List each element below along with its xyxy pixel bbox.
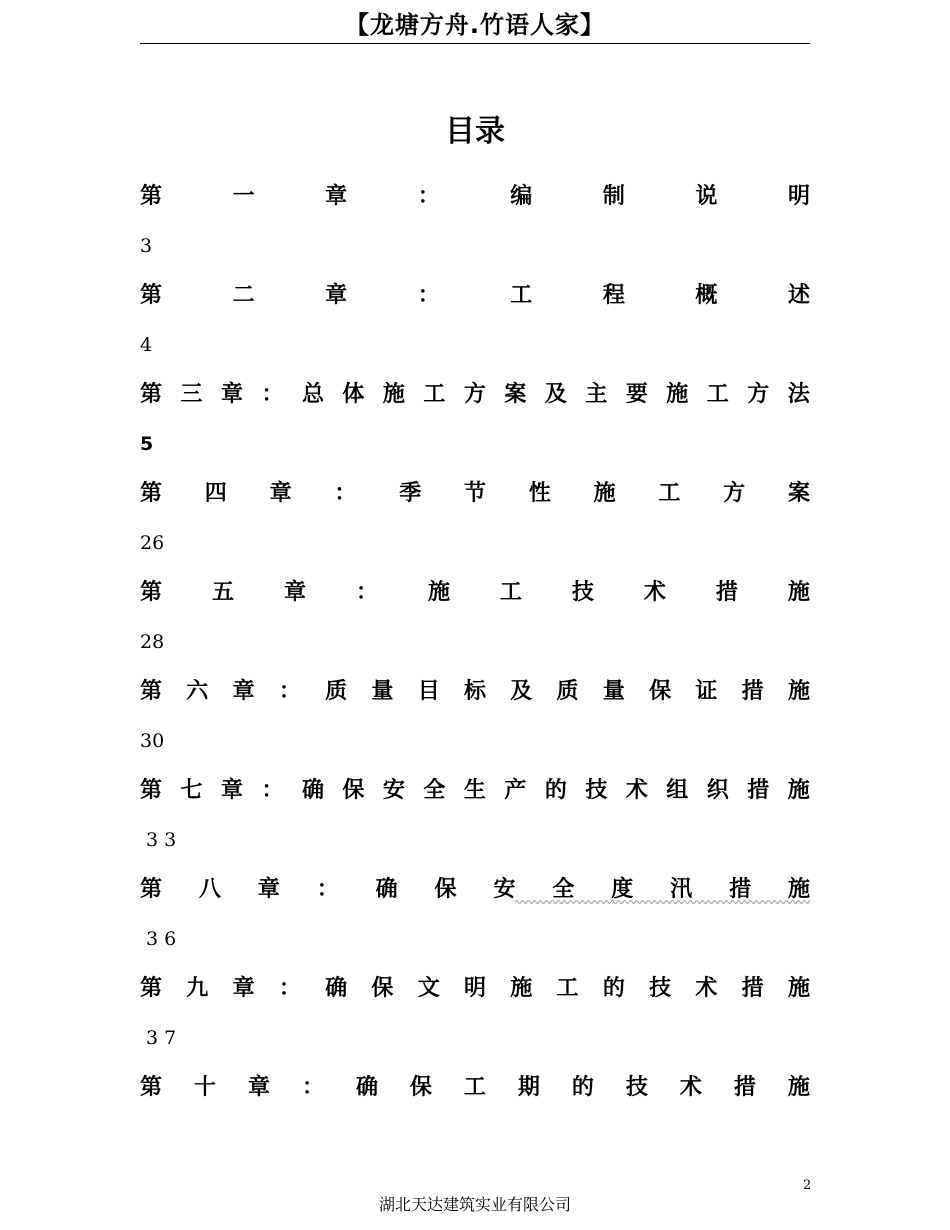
toc-entry-char: 二 (232, 283, 255, 308)
toc-entry-title (140, 672, 810, 712)
toc-entry-char: 章 (232, 976, 255, 1001)
toc-entry-char: 施 (787, 679, 810, 704)
toc-entry-char: 措 (741, 679, 764, 704)
toc-entry-char: 第 (140, 877, 163, 902)
toc-entry-char: 技 (625, 1075, 648, 1100)
toc-entry-char: 质 (556, 679, 579, 704)
toc-entry-char: 节 (463, 481, 486, 506)
toc-entry-char: 的 (571, 1075, 594, 1100)
toc-entry-char: 第 (140, 1075, 163, 1100)
toc-entry-page-number: 26 (140, 532, 165, 554)
toc-entry-char: 章 (325, 283, 348, 308)
toc-entry-title (140, 969, 810, 1009)
toc-entry-char: 案 (504, 382, 527, 407)
toc-entry-char: 施 (787, 580, 810, 605)
toc-entry-char: 三 (180, 382, 203, 407)
toc-entry-char: 生 (463, 778, 486, 803)
table-of-contents (140, 177, 810, 1167)
toc-entry-char: 程 (602, 283, 625, 308)
toc-entry-title (140, 375, 810, 415)
toc-entry-char: 方 (747, 382, 770, 407)
toc-entry-char: 第 (140, 283, 163, 308)
toc-entry-title (140, 474, 810, 514)
toc-entry-char: 的 (602, 976, 625, 1001)
toc-entry-page-number: 5 (140, 433, 154, 455)
toc-entry-char: 量 (602, 679, 625, 704)
toc-entry-char: 法 (787, 382, 810, 407)
toc-entry-char: 概 (695, 283, 718, 308)
toc-entry-char: 章 (247, 1075, 270, 1100)
toc-entry-char: 十 (193, 1075, 216, 1100)
toc-entry-page-number: 30 (140, 730, 165, 752)
toc-entry (140, 177, 810, 276)
toc-entry (140, 870, 810, 969)
toc-entry-char: 技 (571, 580, 594, 605)
toc-entry-page-number: 3 3 (140, 829, 177, 851)
toc-entry-char: ： (261, 778, 284, 803)
toc-entry-char: 章 (220, 778, 243, 803)
footer-company-name: 湖北天达建筑实业有限公司 (378, 1195, 571, 1214)
toc-entry-char: 术 (695, 976, 718, 1001)
toc-entry-char: 五 (211, 580, 234, 605)
toc-entry-char: 保 (649, 679, 672, 704)
toc-entry-char: ： (316, 877, 339, 902)
toc-entry-char: 章 (283, 580, 306, 605)
toc-entry-char: 第 (140, 679, 163, 704)
toc-entry (140, 375, 810, 474)
toc-entry-char: 措 (733, 1075, 756, 1100)
toc-entry-char: 安 (382, 778, 405, 803)
toc-entry-char: 的 (544, 778, 567, 803)
header-divider (140, 43, 810, 44)
toc-entry-char: 工 (499, 580, 522, 605)
toc-entry-char: 工 (423, 382, 446, 407)
toc-entry-char: 要 (625, 382, 648, 407)
toc-entry-char: 全 (552, 877, 575, 902)
toc-entry-char: 案 (787, 481, 810, 506)
toc-entry-char: 标 (463, 679, 486, 704)
toc-entry-char: ： (278, 679, 301, 704)
toc-entry-title (140, 573, 810, 613)
toc-entry-char: 组 (666, 778, 689, 803)
toc-entry-char: 制 (602, 184, 625, 209)
toc-entry-char: 工 (658, 481, 681, 506)
spellcheck-underline (515, 899, 810, 905)
toc-entry-char: 章 (232, 679, 255, 704)
toc-entry-char: 施 (382, 382, 405, 407)
toc-entry-char: 工 (510, 283, 533, 308)
toc-entry-char: 措 (729, 877, 752, 902)
toc-entry-char: 量 (371, 679, 394, 704)
toc-entry-title (140, 771, 810, 811)
toc-entry-char: 措 (747, 778, 770, 803)
toc-entry-char: 措 (741, 976, 764, 1001)
toc-entry-char: 证 (695, 679, 718, 704)
toc-entry (140, 474, 810, 573)
toc-entry-char: 汛 (670, 877, 693, 902)
toc-entry-char: 六 (186, 679, 209, 704)
toc-entry-char: 施 (510, 976, 533, 1001)
page-number: 2 (803, 1178, 812, 1193)
toc-entry-char: 第 (140, 382, 163, 407)
toc-entry-char: 四 (204, 481, 227, 506)
toc-entry-title (140, 276, 810, 316)
toc-entry-char: 性 (528, 481, 551, 506)
toc-entry-char: 施 (787, 1075, 810, 1100)
toc-entry-char: 保 (371, 976, 394, 1001)
toc-entry-char: 章 (269, 481, 292, 506)
toc-entry-char: ： (417, 283, 440, 308)
toc-entry-char: 一 (232, 184, 255, 209)
toc-entry-char: 保 (409, 1075, 432, 1100)
toc-entry-page-number: 28 (140, 631, 165, 653)
toc-entry-char: 章 (257, 877, 280, 902)
toc-entry-page-number: 3 6 (140, 928, 177, 950)
toc-entry-char: 及 (544, 382, 567, 407)
toc-entry-char: ： (261, 382, 284, 407)
toc-entry-char: 九 (186, 976, 209, 1001)
toc-entry-char: 季 (399, 481, 422, 506)
toc-entry-char: 术 (625, 778, 648, 803)
toc-entry (140, 276, 810, 375)
toc-entry-char: 章 (325, 184, 348, 209)
toc-heading: 目录 (445, 114, 505, 149)
toc-entry-char: 术 (643, 580, 666, 605)
toc-entry-title (140, 1068, 810, 1108)
toc-entry-char: 第 (140, 184, 163, 209)
toc-entry-char: ： (301, 1075, 324, 1100)
toc-entry (140, 969, 810, 1068)
toc-entry-char: 目 (417, 679, 440, 704)
toc-entry-char: 第 (140, 580, 163, 605)
toc-entry-char: 技 (585, 778, 608, 803)
toc-entry-char: 保 (434, 877, 457, 902)
toc-entry-char: 技 (649, 976, 672, 1001)
toc-entry-char: ： (278, 976, 301, 1001)
toc-entry-char: 织 (706, 778, 729, 803)
toc-entry-char: 产 (504, 778, 527, 803)
toc-entry-char: 施 (593, 481, 616, 506)
toc-entry-char: 度 (611, 877, 634, 902)
document-header-title: 【龙塘方舟.竹语人家】 (344, 11, 606, 39)
toc-entry-char: 文 (417, 976, 440, 1001)
toc-entry-char: 及 (510, 679, 533, 704)
toc-entry-char: 确 (375, 877, 398, 902)
toc-entry-char: 措 (715, 580, 738, 605)
toc-entry-char: 明 (787, 184, 810, 209)
toc-entry-char: 工 (706, 382, 729, 407)
toc-entry-char: ： (355, 580, 378, 605)
toc-entry-char: 确 (355, 1075, 378, 1100)
toc-entry-char: 章 (220, 382, 243, 407)
toc-entry-char: ： (417, 184, 440, 209)
toc-entry-char: 总 (301, 382, 324, 407)
toc-entry-page-number: 4 (140, 334, 153, 356)
toc-entry-char: 施 (787, 976, 810, 1001)
toc-entry-char: 说 (695, 184, 718, 209)
toc-entry-char: 施 (427, 580, 450, 605)
toc-entry-char: 明 (463, 976, 486, 1001)
toc-entry (140, 573, 810, 672)
toc-entry-char: 第 (140, 481, 163, 506)
toc-entry-char: 体 (342, 382, 365, 407)
toc-entry-char: 施 (787, 778, 810, 803)
toc-entry-char: 施 (666, 382, 689, 407)
toc-entry-page-number: 3 (140, 235, 153, 257)
toc-entry-page-number: 3 7 (140, 1027, 177, 1049)
toc-entry-char: 确 (301, 778, 324, 803)
toc-entry-char: 术 (679, 1075, 702, 1100)
toc-entry-char: 编 (510, 184, 533, 209)
toc-entry-char: 全 (423, 778, 446, 803)
toc-entry (140, 1068, 810, 1167)
toc-entry-char: 八 (198, 877, 221, 902)
toc-entry-char: 质 (325, 679, 348, 704)
toc-entry-char: 方 (463, 382, 486, 407)
toc-entry-char: 第 (140, 976, 163, 1001)
toc-entry-char: 七 (180, 778, 203, 803)
toc-entry (140, 771, 810, 870)
toc-entry-title (140, 177, 810, 217)
toc-entry-char: 主 (585, 382, 608, 407)
toc-entry-char: 期 (517, 1075, 540, 1100)
toc-entry-char: 安 (493, 877, 516, 902)
toc-entry-page-number (140, 1108, 810, 1167)
toc-entry-char: 第 (140, 778, 163, 803)
toc-entry-char: 方 (723, 481, 746, 506)
toc-entry-char: 述 (787, 283, 810, 308)
toc-entry-char: 保 (342, 778, 365, 803)
toc-entry-char: 工 (463, 1075, 486, 1100)
toc-entry-char: 工 (556, 976, 579, 1001)
toc-entry-char: 确 (325, 976, 348, 1001)
toc-entry (140, 672, 810, 771)
toc-entry-char: ： (334, 481, 357, 506)
toc-entry-char: 施 (787, 877, 810, 902)
